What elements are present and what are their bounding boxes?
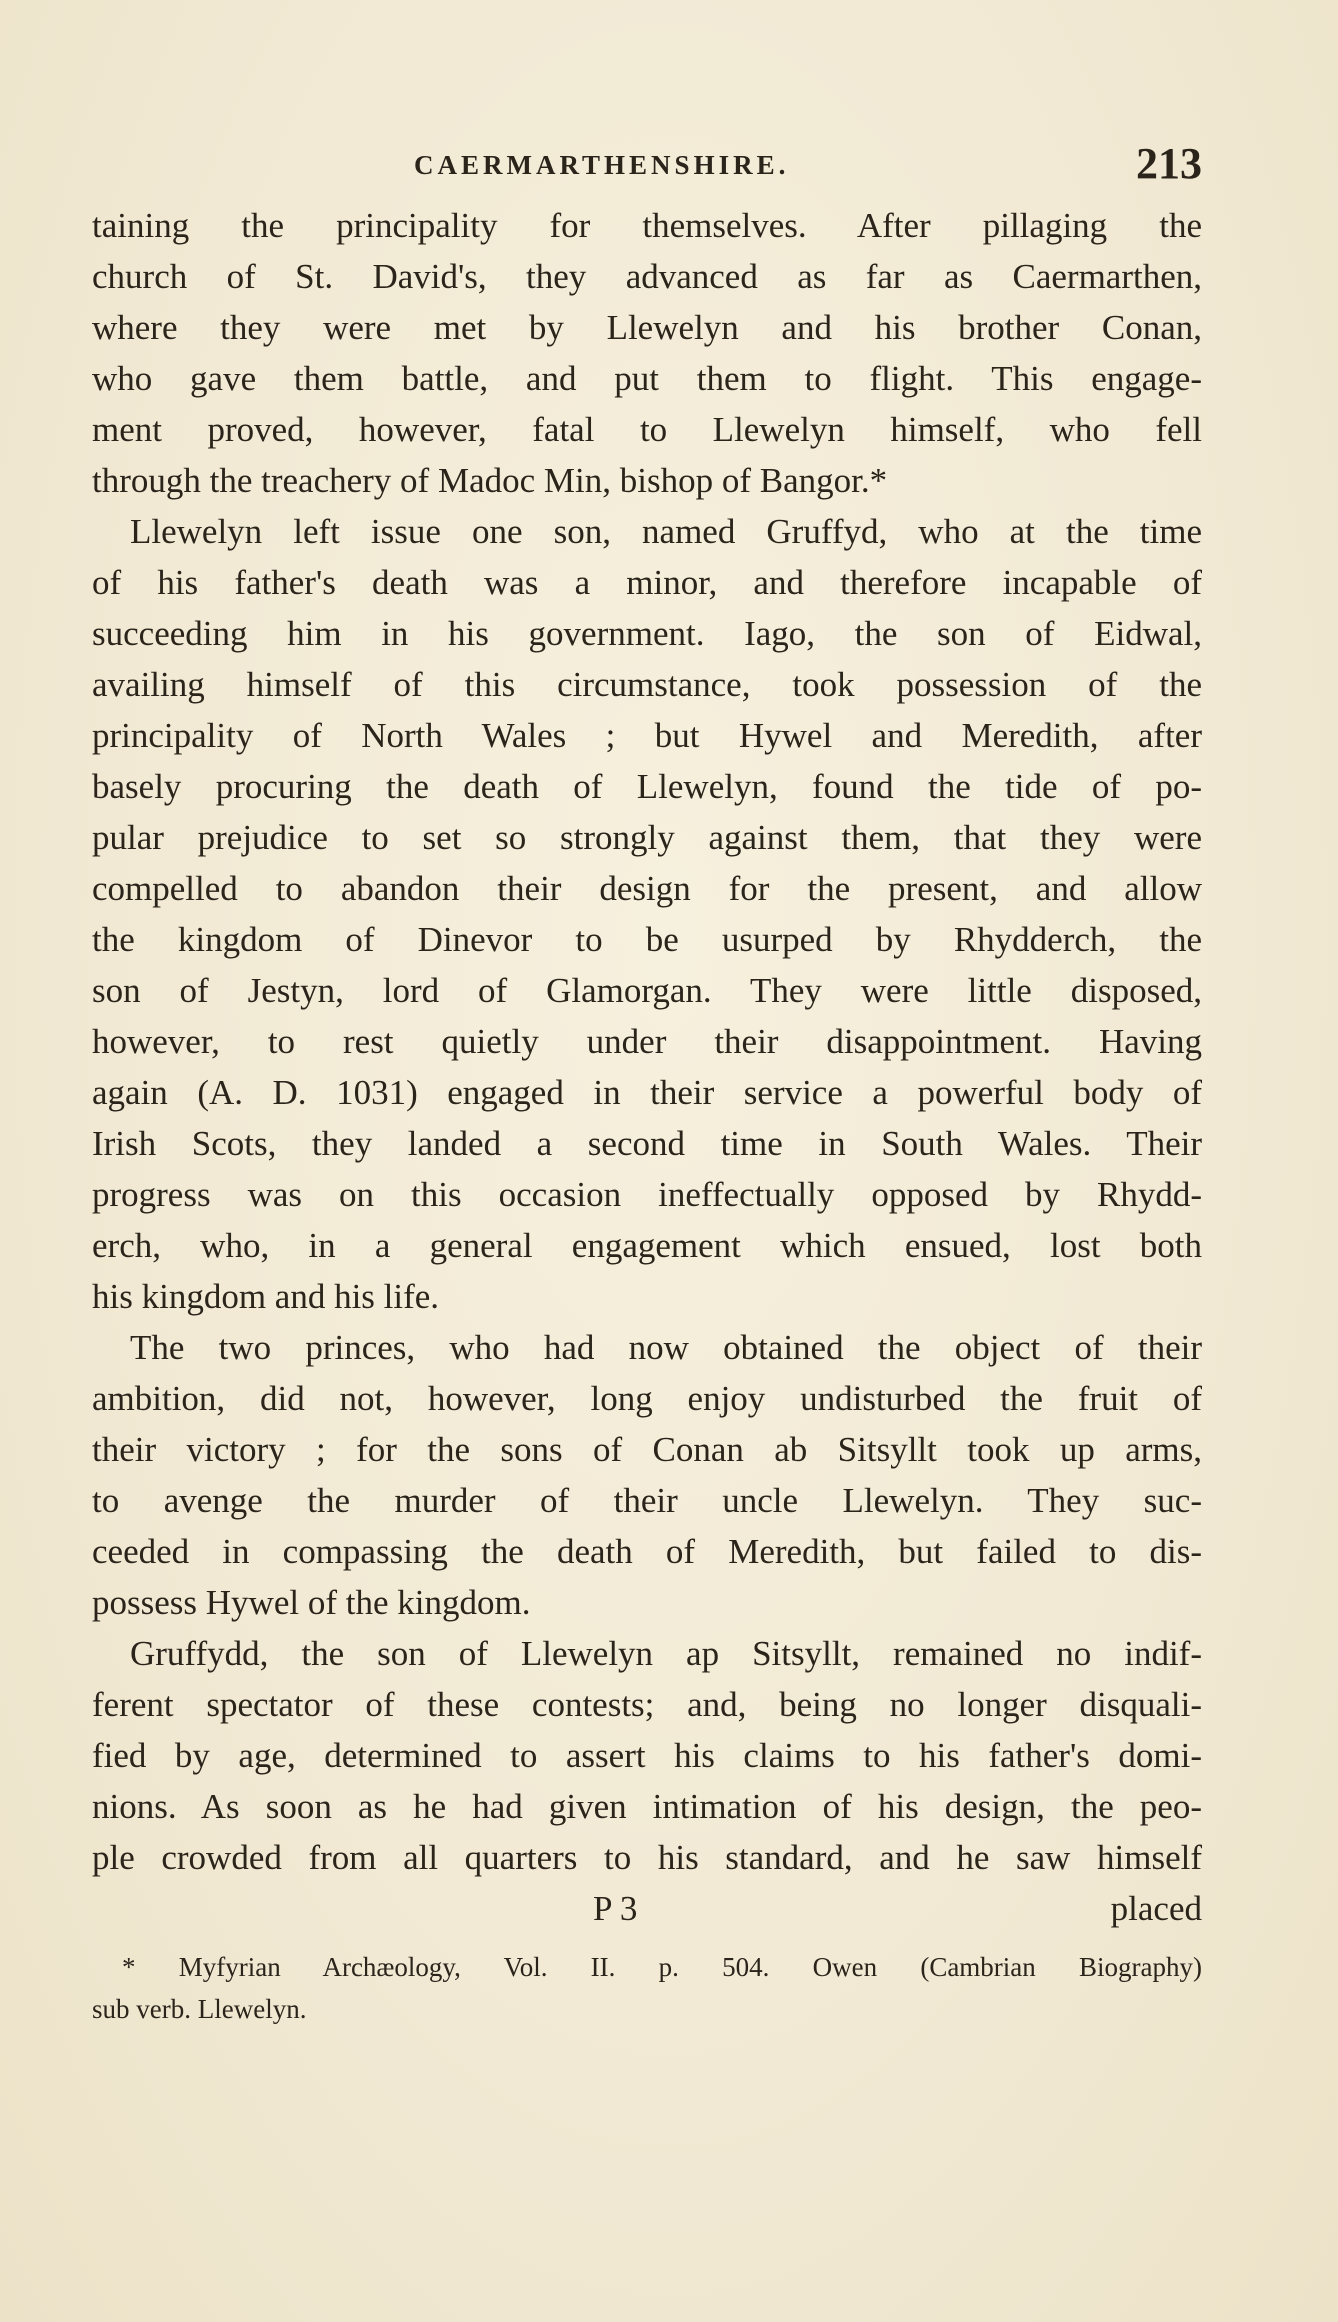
page-number: 213 xyxy=(1136,139,1202,188)
text-line: through the treachery of Madoc Min, bishop of Bangor.* xyxy=(92,461,888,500)
text-line: nions. As soon as he had given intimation of his design, the peo- xyxy=(92,1787,1202,1826)
footnote-line: * Myfyrian Archæology, Vol. II. p. 504. Owen (Cambrian Biography) xyxy=(122,1952,1202,1982)
text-line: possess Hywel of the kingdom. xyxy=(92,1583,531,1622)
text-line: ple crowded from all quarters to his standard, and he saw himself xyxy=(92,1838,1202,1877)
footnote xyxy=(92,1946,1202,2030)
text-line: Llewelyn left issue one son, named Gruffyd, who at the time xyxy=(130,512,1202,551)
text-line: ambition, did not, however, long enjoy undisturbed the fruit of xyxy=(92,1379,1202,1418)
running-head: CAERMARTHENSHIRE. xyxy=(414,150,790,180)
catchword: placed xyxy=(1110,1889,1202,1928)
text-line: his kingdom and his life. xyxy=(92,1277,440,1316)
text-line: basely procuring the death of Llewelyn, found the tide of po- xyxy=(92,767,1202,806)
text-line: the kingdom of Dinevor to be usurped by Rhydderch, the xyxy=(92,920,1202,959)
text-line: where they were met by Llewelyn and his brother Conan, xyxy=(92,308,1202,347)
text-line: son of Jestyn, lord of Glamorgan. They were little disposed, xyxy=(92,971,1202,1010)
body-text xyxy=(92,200,1202,2030)
text-line: progress was on this occasion ineffectually opposed by Rhydd- xyxy=(92,1175,1202,1214)
text-line: fied by age, determined to assert his claims to his father's domi- xyxy=(92,1736,1202,1775)
text-line: however, to rest quietly under their disappointment. Having xyxy=(92,1022,1202,1061)
text-line: again (A. D. 1031) engaged in their service a powerful body of xyxy=(92,1073,1202,1112)
text-line: Gruffydd, the son of Llewelyn ap Sitsyllt, remained no indif- xyxy=(130,1634,1202,1673)
text-line: church of St. David's, they advanced as far as Caermarthen, xyxy=(92,257,1202,296)
text-line: to avenge the murder of their uncle Llewelyn. They suc- xyxy=(92,1481,1202,1520)
text-line: of his father's death was a minor, and therefore incapable of xyxy=(92,563,1202,602)
text-line: succeeding him in his government. Iago, the son of Eidwal, xyxy=(92,614,1202,653)
signature-line xyxy=(92,1883,1202,1934)
text-line: principality of North Wales ; but Hywel and Meredith, after xyxy=(92,716,1202,755)
text-line: their victory ; for the sons of Conan ab Sitsyllt took up arms, xyxy=(92,1430,1202,1469)
text-line: ferent spectator of these contests; and, being no longer disquali- xyxy=(92,1685,1202,1724)
text-line: ment proved, however, fatal to Llewelyn himself, who fell xyxy=(92,410,1202,449)
text-line: taining the principality for themselves. After pillaging the xyxy=(92,206,1202,245)
body-lines xyxy=(92,200,1202,1883)
text-line: The two princes, who had now obtained the object of their xyxy=(130,1328,1202,1367)
text-line: Irish Scots, they landed a second time in South Wales. Their xyxy=(92,1124,1202,1163)
text-line: availing himself of this circumstance, took possession of the xyxy=(92,665,1202,704)
text-line: erch, who, in a general engagement which ensued, lost both xyxy=(92,1226,1202,1265)
signature-mark: P 3 xyxy=(593,1889,638,1928)
text-line: compelled to abandon their design for the present, and allow xyxy=(92,869,1202,908)
footnote-line: sub verb. Llewelyn. xyxy=(92,1994,307,2024)
page-header xyxy=(92,130,1202,190)
text-line: ceeded in compassing the death of Meredith, but failed to dis- xyxy=(92,1532,1202,1571)
text-line: pular prejudice to set so strongly against them, that they were xyxy=(92,818,1202,857)
text-line: who gave them battle, and put them to flight. This engage- xyxy=(92,359,1202,398)
